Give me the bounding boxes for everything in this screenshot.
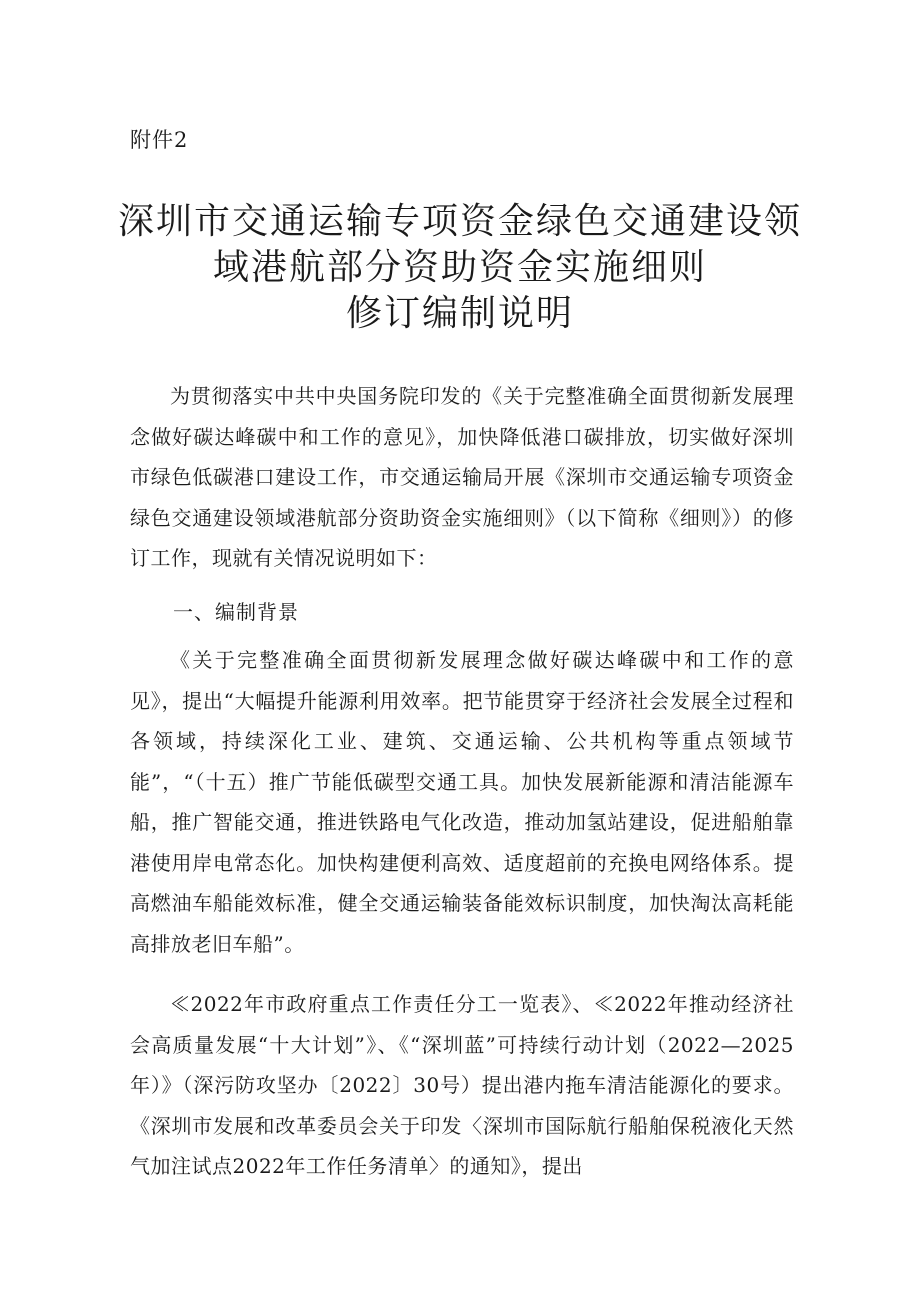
intro-paragraph: 为贯彻落实中共中央国务院印发的《关于完整准确全面贯彻新发展理念做好碳达峰碳中和工作的意见》，加快降低港口碳排放，切实做好深圳市绿色低碳港口建设工作，市交通运输局开展《深圳市交通运输专项资金绿色交通建设领域港航部分资助资金实施细则》（以下简称《细则》）的修订工作，现就有关情况说明如下： (130, 384, 794, 570)
document-title-line-2: 域港航部分资助资金实施细则 (212, 247, 707, 288)
section-heading-background: 一、编制背景 (173, 600, 299, 624)
document-title-line-1: 深圳市交通运输专项资金绿色交通建设领 (117, 201, 802, 242)
attachment-label: 附件2 (130, 128, 189, 152)
background-paragraph-1: 《关于完整准确全面贯彻新发展理念做好碳达峰碳中和工作的意见》，提出“大幅提升能源利用效率。把节能贯穿于经济社会发展全过程和各领域，持续深化工业、建筑、交通运输、公共机构等重点领域节能”，“（十五）推广节能低碳型交通工具。加快发展新能源和清洁能源车船，推广智能交通，推进铁路电气化改造，推动加氢站建设，促进船舶靠港使用岸电常态化。加快构建便利高效、适度超前的充换电网络体系。提高燃油车船能效标准，健全交通运输装备能效标识制度，加快淘汰高耗能高排放老旧车船”。 (130, 648, 794, 956)
background-paragraph-2: ≪2022年市政府重点工作责任分工一览表》、≪2022年推动经济社会高质量发展“十大计划”》、《“深圳蓝”可持续行动计划（2022—2025年）》（深污防攻坚办〔2022〕30号）提出港内拖车清洁能源化的要求。《深圳市发展和改革委员会关于印发〈深圳市国际航行船舶保税液化天然气加注试点2022年工作任务清单〉的通知》，提出 (130, 992, 794, 1178)
document-title-line-3: 修订编制说明 (345, 293, 574, 334)
